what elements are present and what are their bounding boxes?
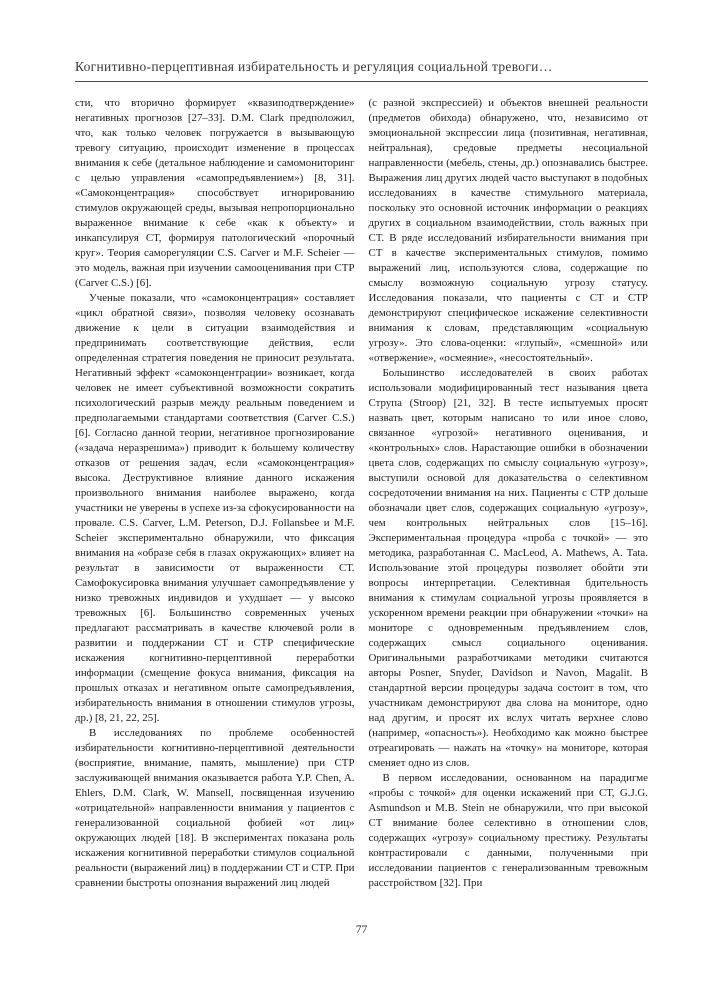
paragraph: Большинство исследователей в своих работах использовали модифицированный тест называния цвета Струпа (Stroop) [21, 32]. В тесте испытуемых просят назвать цвет, которым написано то или иное слово, связанное «угрозой» негативного оценивания, и «контрольных» слов. Нарастающие ошибки в обозначении цвета слов, содержащих по смыслу социальную «угрозу», выступили основой для доказательства о селективном сосредоточении внимания на них. Пациенты с СТР дольше обозначали цвет слов, содержащих социальную «угрозу», чем контрольных нейтральных слов [15–16]. Экспериментальная процедура «проба с точкой» — это методика, разработанная C. MacLeod, A. Mathews, A. Tata. Использование этой процедуры позволяет обойти эти вопросы интерпретации. Селективная бдительность внимания к стимулам социальной угрозы проявляется в ускоренном времени реакции при обнаружении «точки» на мониторе с одновременным предъявлением слов, содержащих смысл социального оценивания. Оригинальными разработчиками методики считаются авторы Posner, Snyder, Davidson и Navon, Magalit. В стандартной версии процедуры задача состоит в том, что участникам демонстрируют два слова на мониторе, одно над другим, и просят их вслух читать верхнее слово (например, «опасность»). Необходимо как можно быстрее отреагировать — нажать на «точку» на мониторе, которая сменяет одно из слов.: [368, 367, 648, 769]
text-columns: [75, 96, 648, 891]
page-number: 77: [355, 924, 368, 936]
paragraph: В первом исследовании, основанном на парадигме «пробы с точкой» для оценки искажений при СТ, G.J.G. Asmundson и M.B. Stein не обнаружили, что при высокой СТ внимание более селективно в отношении слов, содержащих «угрозу» социальному престижу. Результаты контрастировали с данными, полученными при исследовании пациентов с генерализованным тревожным расстройством [32]. При: [368, 772, 648, 889]
paragraph: сти, что вторично формирует «квазиподтверждение» негативных прогнозов [27–33]. D.M. Clark предположил, что, как только человек погружается в вызывающую тревогу ситуацию, происходит изменение в процессах внимания к себе (детальное наблюдение и самомониторинг с целью управления «самопредъявлением») [8, 31]. «Самоконцентрация» способствует игнорированию стимулов окружающей среды, вызывая непропорционально выраженное внимание к себе «как к объекту» и инкапсулируя СТ, формируя патологический «порочный круг». Теория саморегуляции C.S. Carver и M.F. Scheier — это модель, важная при изучении самооценивания при СТР (Carver C.S.) [6].: [75, 97, 355, 289]
paragraph: Ученые показали, что «самоконцентрация» составляет «цикл обратной связи», позволяя человеку осознавать движение к цели в ситуации взаимодействия и предпринимать соответствующие действия, если определенная стратегия поведения не приносит результата. Негативный эффект «самоконцентрации» возникает, когда человек не имеет субъективной возможности сократить психологический разрыв между реальным поведением и предполагаемыми стандартами соответствия (Carver C.S.) [6]. Согласно данной теории, негативное прогнозирование («задача неразрешима») приводит к большему количеству отказов от решения задач, если «самоконцентрация» высока. Деструктивное влияние данного искажения произвольного внимания наиболее выражено, когда участники не уверены в успехе из-за сфокусированности на провале. C.S. Carver, L.M. Peterson, D.J. Follansbee и M.F. Scheier экспериментально обнаружили, что фиксация внимания на «образе себя в глазах окружающих» влияет на результат в зависимости от выраженности СТ. Самофокусировка внимания улучшает самопредъявление у низко тревожных индивидов и ухудшает — у высоко тревожных [6]. Большинство современных ученых предлагают рассматривать в качестве ключевой роли в развитии и поддержании СТ и СТР специфические искажения когнитивно-перцептивной переработки информации (смещение фокуса внимания, фиксация на прошлых отказах и негативном опыте самопредъявления, избирательность внимания в отношении стимулов угрозы, др.) [8, 21, 22, 25].: [75, 292, 355, 724]
paragraph: (с разной экспрессией) и объектов внешней реальности (предметов обихода) обнаружено, что, независимо от эмоциональной экспрессии лица (позитивная, негативная, нейтральная), средовые предметы несоциальной направленности (мебель, стены, др.) опознавались быстрее. Выражения лиц других людей часто выступают в подобных исследованиях в качестве стимульного материала, поскольку это основной источник информации о реакциях других в социальном взаимодействии, столь важных при СТ. В ряде исследований избирательности внимания при СТ в качестве экспериментальных стимулов, помимо выражений лиц, используются слова, содержащие по смыслу возможную социальную угрозу статусу. Исследования показали, что пациенты с СТ и СТР демонстрируют специфическое искажение селективности внимания к словам, представляющим «социальную угрозу». Это слова-оценки: «глупый», «смешной» или «отвержение», «осмеяние», «несостоятельный».: [368, 97, 648, 364]
left-column: [75, 96, 355, 891]
right-column: [369, 96, 649, 891]
paragraph: В исследованиях по проблеме особенностей избирательности когнитивно-перцептивной деятельности (восприятие, внимание, память, мышление) при СТР заслуживающей внимания оказывается работа Y.P. Chen, A. Ehlers, D.M. Clark, W. Mansell, посвященная изучению «отрицательной» направленности внимания у пациентов с генерализованной социальной фобией «от лиц» окружающих людей [18]. В экспериментах показана роль искажения когнитивной переработки стимулов социальной реальности (выражений лиц) в поддержании СТ и СТР. При сравнении быстроты опознания выражений лиц людей: [75, 727, 355, 889]
running-head: Когнитивно-перцептивная избирательность и регуляция социальной тревоги…: [75, 58, 648, 82]
